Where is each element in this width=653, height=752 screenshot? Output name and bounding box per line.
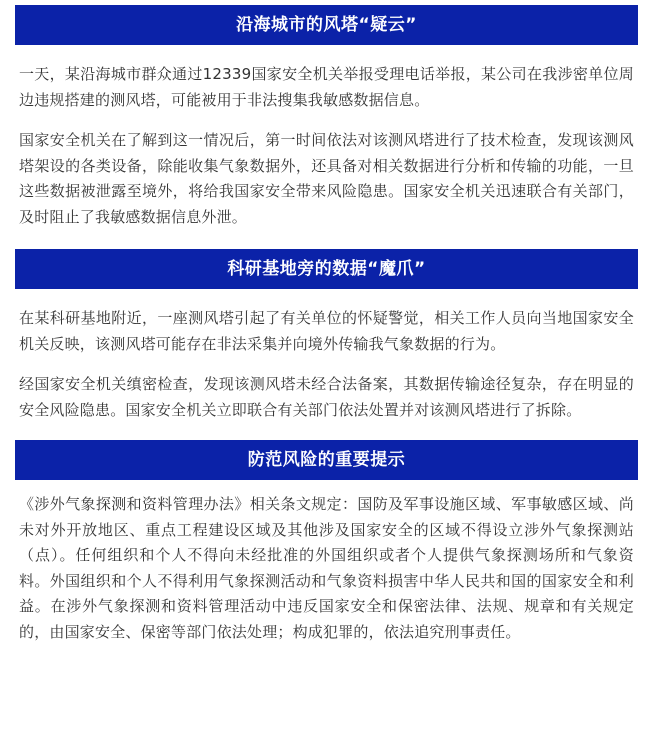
section-title-coastal-city: 沿海城市的风塔“疑云” <box>15 5 638 45</box>
section-3-paragraph-1: 《涉外气象探测和资料管理办法》相关条文规定：国防及军事设施区域、军事敏感区域、尚未对外开放地区、重点工程建设区域及其他涉及国家安全的区域不得设立涉外气象探测站（点）。任何组织和个人不得向未经批准的外国组织或者个人提供气象探测场所和气象资料。外国组织和个人不得利用气象探测活动和气象资料损害中华人民共和国的国家安全和利益。在涉外气象探测和资料管理活动中违反国家安全和保密法律、法规、规章和有关规定的，由国家安全、保密等部门依法处理；构成犯罪的，依法追究刑事责任。 <box>19 495 634 641</box>
section-title-research-base: 科研基地旁的数据“魔爪” <box>15 249 638 289</box>
section-2-paragraph-2: 经国家安全机关缜密检查，发现该测风塔未经合法备案，其数据传输途径复杂，存在明显的安全风险隐患。国家安全机关立即联合有关部门依法处置并对该测风塔进行了拆除。 <box>19 375 634 419</box>
section-1-paragraph-1: 一天，某沿海城市群众通过12339国家安全机关举报受理电话举报，某公司在我涉密单位周边违规搭建的测风塔，可能被用于非法搜集我敏感数据信息。 <box>19 65 634 109</box>
section-title-risk-tips: 防范风险的重要提示 <box>15 440 638 480</box>
section-2-paragraph-1: 在某科研基地附近，一座测风塔引起了有关单位的怀疑警觉，相关工作人员向当地国家安全机关反映，该测风塔可能存在非法采集并向境外传输我气象数据的行为。 <box>19 309 634 353</box>
section-1-paragraph-2: 国家安全机关在了解到这一情况后，第一时间依法对该测风塔进行了技术检查，发现该测风塔架设的各类设备，除能收集气象数据外，还具备对相关数据进行分析和传输的功能，一旦这些数据被泄露至境外，将给我国家安全带来风险隐患。国家安全机关迅速联合有关部门，及时阻止了我敏感数据信息外泄。 <box>19 131 634 226</box>
